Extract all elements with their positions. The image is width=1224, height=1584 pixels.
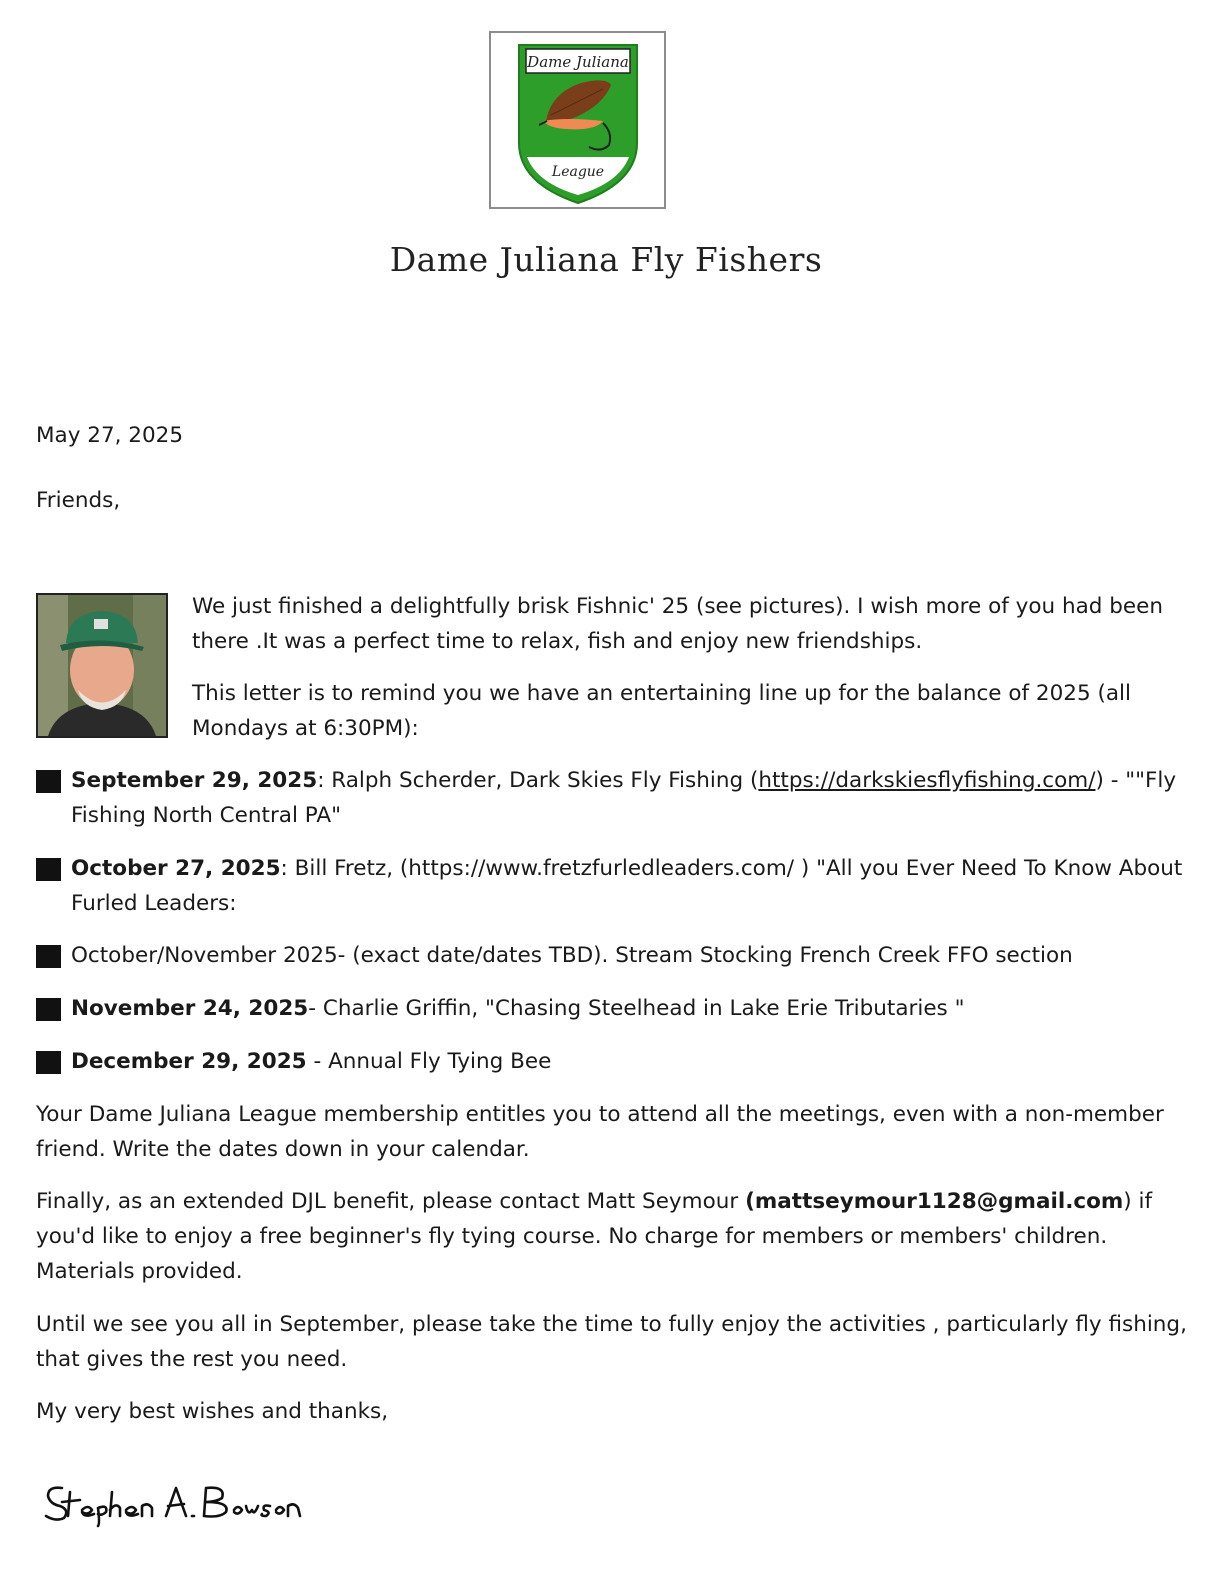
closing-paragraph: Until we see you all in September, please take the time to fully enjoy the activities , particularly fly fishing, that gives the rest you need.	[36, 1312, 1187, 1372]
benefit-paragraph	[36, 1184, 1196, 1289]
schedule-item	[36, 851, 1196, 921]
square-bullet-icon	[36, 858, 61, 881]
intro-paragraph-1: We just finished a delightfully brisk Fishnic' 25 (see pictures). I wish more of you had been there .It was a perfect time to relax, fish and enjoy new friendships.	[192, 594, 1164, 654]
event-description: October/November 2025- (exact date/dates TBD). Stream Stocking French Creek FFO section	[71, 943, 1073, 968]
schedule-item	[36, 1044, 1196, 1079]
square-bullet-icon	[36, 945, 61, 968]
event-title: ) - ""Fly Fishing North Central PA"	[71, 768, 1177, 828]
benefit-text: Finally, as an extended DJL benefit, please contact Matt Seymour	[36, 1189, 746, 1214]
schedule-item	[36, 763, 1196, 833]
intro-paragraph-2: This letter is to remind you we have an entertaining line up for the balance of 2025 (all Mondays at 6:30PM):	[192, 681, 1131, 741]
league-logo	[489, 31, 666, 209]
author-photo	[36, 593, 168, 738]
square-bullet-icon	[36, 770, 61, 793]
logo-bottom-text: League	[551, 164, 605, 180]
benefit-text-end: ) if you'd like to enjoy a free beginner's fly tying course. No charge for members or members' children. Materials provided.	[36, 1189, 1153, 1284]
contact-email[interactable]: (mattseymour1128@gmail.com	[745, 1189, 1124, 1214]
event-date: September 29, 2025	[71, 768, 318, 793]
handwritten-signature	[40, 1478, 310, 1532]
letter-date: May 27, 2025	[36, 423, 184, 448]
event-date: October 27, 2025	[71, 856, 281, 881]
schedule-item	[36, 991, 1196, 1026]
square-bullet-icon	[36, 1051, 61, 1074]
salutation: Friends,	[36, 488, 121, 513]
logo-top-text: Dame Juliana	[527, 53, 629, 71]
organization-name: Dame Juliana Fly Fishers	[389, 240, 823, 279]
event-date: November 24, 2025	[71, 996, 309, 1021]
schedule-item	[36, 938, 1196, 973]
membership-paragraph: Your Dame Juliana League membership entitles you to attend all the meetings, even with a non-member friend. Write the dates down in your calendar.	[36, 1102, 1164, 1162]
event-link[interactable]: https://darkskiesflyfishing.com/	[758, 768, 1096, 793]
square-bullet-icon	[36, 998, 61, 1021]
event-date: December 29, 2025	[71, 1049, 307, 1074]
event-description: : Bill Fretz, (https://www.fretzfurledleaders.com/ ) "All you Ever Need To Know About Furled Leaders:	[71, 856, 1183, 916]
event-description: : Ralph Scherder, Dark Skies Fly Fishing (	[317, 768, 759, 793]
event-description: - Charlie Griffin, "Chasing Steelhead in Lake Erie Tributaries "	[308, 996, 965, 1021]
sign-off: My very best wishes and thanks,	[36, 1399, 389, 1424]
event-description: - Annual Fly Tying Bee	[306, 1049, 552, 1074]
